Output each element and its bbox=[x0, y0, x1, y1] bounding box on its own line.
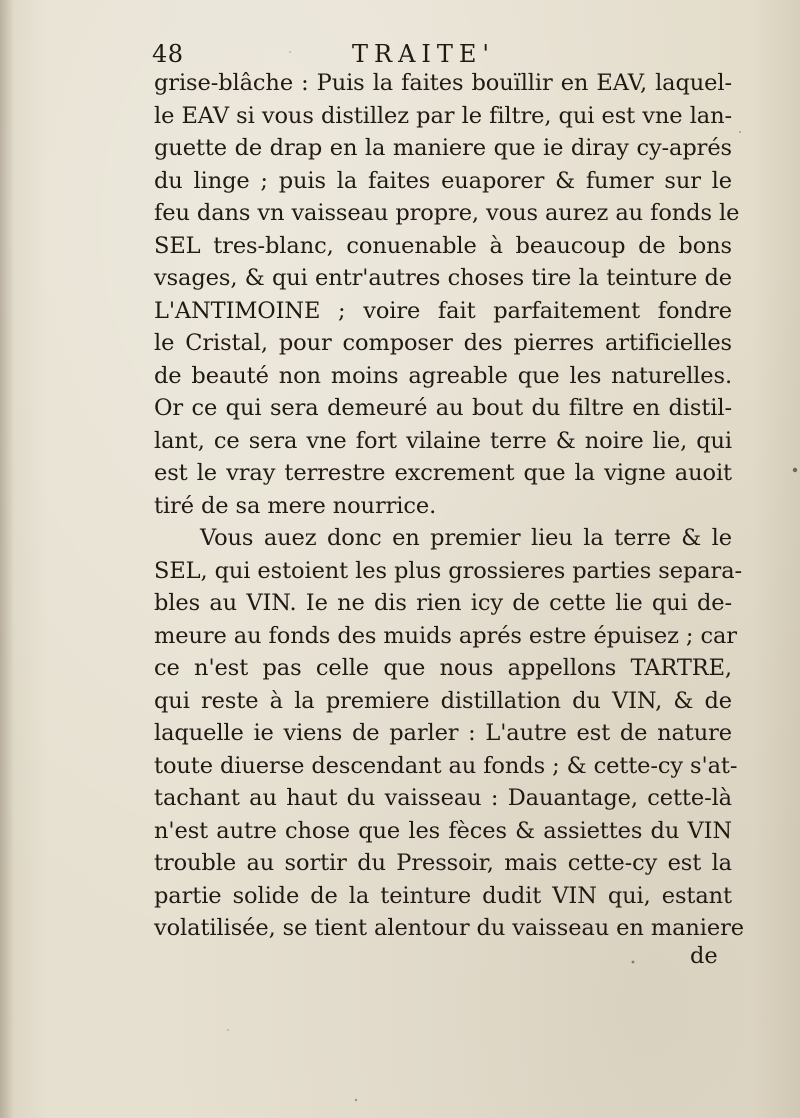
body-text bbox=[154, 67, 744, 945]
text-line: partie solide de la teinture dudit VIN qui, estant bbox=[154, 882, 732, 909]
gutter-shadow bbox=[0, 0, 14, 1118]
text-line: SEL tres-blanc, conuenable à beaucoup de bons bbox=[154, 232, 732, 259]
text-line: volatilisée, se tient alentour du vaisseau en maniere bbox=[154, 915, 744, 941]
running-title: TRAITE' bbox=[352, 40, 496, 68]
text-line: meure au fonds des muids aprés estre épuisez ; car bbox=[154, 622, 737, 649]
text-line: ce n'est pas celle que nous appellons TARTRE, bbox=[154, 655, 732, 681]
text-line: Or ce qui sera demeuré au bout du filtre en distil- bbox=[154, 395, 732, 421]
text-line-paragraph-end: tiré de sa mere nourrice. bbox=[154, 492, 437, 519]
text-line: laquelle ie viens de parler : L'autre est de nature bbox=[154, 720, 732, 746]
text-line: guette de drap en la maniere que ie diray cy-aprés bbox=[154, 135, 732, 161]
text-line: lant, ce sera vne fort vilaine terre & noire lie, qui bbox=[154, 427, 732, 454]
text-line: grise-blâche : Puis la faites bouïllir en EAV, laquel- bbox=[154, 70, 732, 96]
text-line: le EAV si vous distillez par le filtre, qui est vne lan- bbox=[154, 102, 732, 129]
text-line: le Cristal, pour composer des pierres artificielles bbox=[154, 330, 732, 356]
text-line: tachant au haut du vaisseau : Dauantage, cette-là bbox=[154, 785, 732, 811]
text-line: est le vray terrestre excrement que la vigne auoit bbox=[154, 460, 732, 486]
text-line-paragraph-start: Vous auez donc en premier lieu la terre & le bbox=[200, 525, 732, 551]
text-line: qui reste à la premiere distillation du VIN, & de bbox=[154, 687, 732, 714]
text-line: feu dans vn vaisseau propre, vous aurez au fonds le bbox=[154, 200, 740, 226]
page-number: 48 bbox=[152, 40, 184, 68]
paper-speck bbox=[632, 961, 635, 964]
text-line: vsages, & qui entr'autres choses tire la teinture de bbox=[154, 265, 732, 291]
text-line: de beauté non moins agreable que les naturelles. bbox=[154, 362, 732, 389]
text-line: L'ANTIMOINE ; voire fait parfaitement fondre bbox=[154, 297, 732, 324]
catchword: de bbox=[690, 943, 718, 969]
text-line: bles au VIN. Ie ne dis rien icy de cette lie qui de- bbox=[154, 590, 732, 616]
paper-speck bbox=[227, 1029, 229, 1031]
text-line: trouble au sortir du Pressoir, mais cette-cy est la bbox=[154, 850, 732, 876]
text-line: SEL, qui estoient les plus grossieres parties separa- bbox=[154, 557, 743, 584]
text-line: toute diuerse descendant au fonds ; & cette-cy s'at- bbox=[154, 752, 738, 779]
running-head bbox=[152, 38, 732, 70]
paper-speck bbox=[355, 1099, 357, 1101]
paper-speck bbox=[793, 468, 797, 472]
text-line: n'est autre chose que les fèces & assiettes du VIN bbox=[154, 817, 732, 844]
paper-speck bbox=[739, 131, 741, 133]
text-line: du linge ; puis la faites euaporer & fumer sur le bbox=[154, 167, 732, 194]
